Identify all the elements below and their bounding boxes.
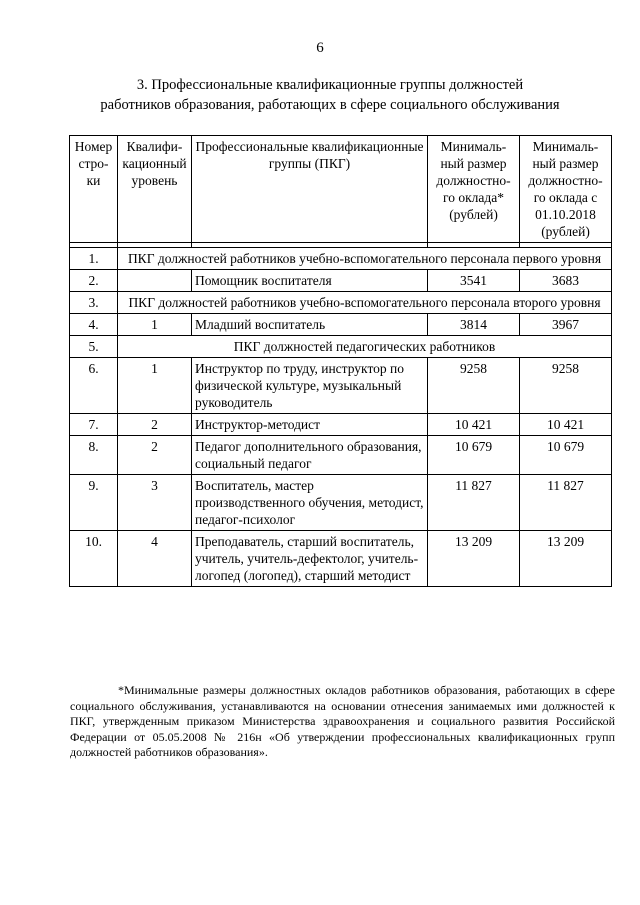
- row-number-cell: 7.: [70, 414, 118, 436]
- qualification-level-cell: 2: [118, 436, 192, 475]
- min-salary-cell: 3541: [428, 270, 520, 292]
- row-number-cell: 5.: [70, 336, 118, 358]
- min-salary-2018-cell: 10 679: [520, 436, 612, 475]
- group-title-cell: ПКГ должностей работников учебно-вспомогательного персонала первого уровня: [118, 248, 612, 270]
- table-row: [70, 414, 612, 436]
- group-title-cell: ПКГ должностей работников учебно-вспомогательного персонала второго уровня: [118, 292, 612, 314]
- section-title: [60, 75, 600, 115]
- section-title-line-1: 3. Профессиональные квалификационные группы должностей: [136, 77, 524, 93]
- row-number-cell: 2.: [70, 270, 118, 292]
- position-name-cell: Преподаватель, старший воспитатель, учитель, учитель-дефектолог, учитель-логопед (логопед), старший методист: [192, 531, 428, 587]
- min-salary-2018-cell: 13 209: [520, 531, 612, 587]
- header-min-salary: Минималь-ный размер должностно-го оклада* (рублей): [428, 136, 520, 243]
- table-row: [70, 270, 612, 292]
- table-header-row: [70, 136, 612, 243]
- min-salary-2018-cell: 9258: [520, 358, 612, 414]
- pkg-table: [69, 135, 612, 587]
- min-salary-2018-cell: 11 827: [520, 475, 612, 531]
- position-name-cell: Младший воспитатель: [192, 314, 428, 336]
- row-number-cell: 6.: [70, 358, 118, 414]
- row-number-cell: 10.: [70, 531, 118, 587]
- qualification-level-cell: 1: [118, 314, 192, 336]
- table-row: [70, 436, 612, 475]
- page-number: 6: [316, 40, 324, 56]
- table-row: [70, 475, 612, 531]
- header-qualification-level: Квалифи-кационный уровень: [118, 136, 192, 243]
- qualification-level-cell: 2: [118, 414, 192, 436]
- min-salary-2018-cell: 10 421: [520, 414, 612, 436]
- position-name-cell: Педагог дополнительного образования, социальный педагог: [192, 436, 428, 475]
- min-salary-cell: 11 827: [428, 475, 520, 531]
- qualification-level-cell: [118, 270, 192, 292]
- qualification-level-cell: 3: [118, 475, 192, 531]
- min-salary-2018-cell: 3683: [520, 270, 612, 292]
- min-salary-cell: 13 209: [428, 531, 520, 587]
- table-group-row: [70, 248, 612, 270]
- position-name-cell: Воспитатель, мастер производственного обучения, методист, педагог-психолог: [192, 475, 428, 531]
- header-min-salary-2018: Минималь-ный размер должностно-го оклада с 01.10.2018 (рублей): [520, 136, 612, 243]
- table-group-row: [70, 336, 612, 358]
- position-name-cell: Помощник воспитателя: [192, 270, 428, 292]
- min-salary-cell: 9258: [428, 358, 520, 414]
- table-group-row: [70, 292, 612, 314]
- position-name-cell: Инструктор по труду, инструктор по физической культуре, музыкальный руководитель: [192, 358, 428, 414]
- qualification-level-cell: 4: [118, 531, 192, 587]
- header-row-number: Номер стро-ки: [70, 136, 118, 243]
- min-salary-cell: 10 421: [428, 414, 520, 436]
- table-row: [70, 314, 612, 336]
- min-salary-2018-cell: 3967: [520, 314, 612, 336]
- qualification-level-cell: 1: [118, 358, 192, 414]
- header-professional-group: Профессиональные квалификационные группы (ПКГ): [192, 136, 428, 243]
- min-salary-cell: 10 679: [428, 436, 520, 475]
- min-salary-cell: 3814: [428, 314, 520, 336]
- section-title-line-2: работников образования, работающих в сфере социального обслуживания: [100, 97, 560, 113]
- row-number-cell: 4.: [70, 314, 118, 336]
- footnote: *Минимальные размеры должностных окладов работников образования, работающих в сфере социального обслуживания, устанавливаются на основании отнесения занимаемых ими должностей к ПКГ, утвержденным приказом Министерства здравоохранения и социального развития Российской Федерации от 05.05.2008 № 216н «Об утверждении профессиональных квалификационных групп должностей работников образования».: [70, 683, 615, 759]
- row-number-cell: 1.: [70, 248, 118, 270]
- position-name-cell: Инструктор-методист: [192, 414, 428, 436]
- group-title-cell: ПКГ должностей педагогических работников: [118, 336, 612, 358]
- row-number-cell: 8.: [70, 436, 118, 475]
- row-number-cell: 3.: [70, 292, 118, 314]
- table-row: [70, 358, 612, 414]
- table-row: [70, 531, 612, 587]
- row-number-cell: 9.: [70, 475, 118, 531]
